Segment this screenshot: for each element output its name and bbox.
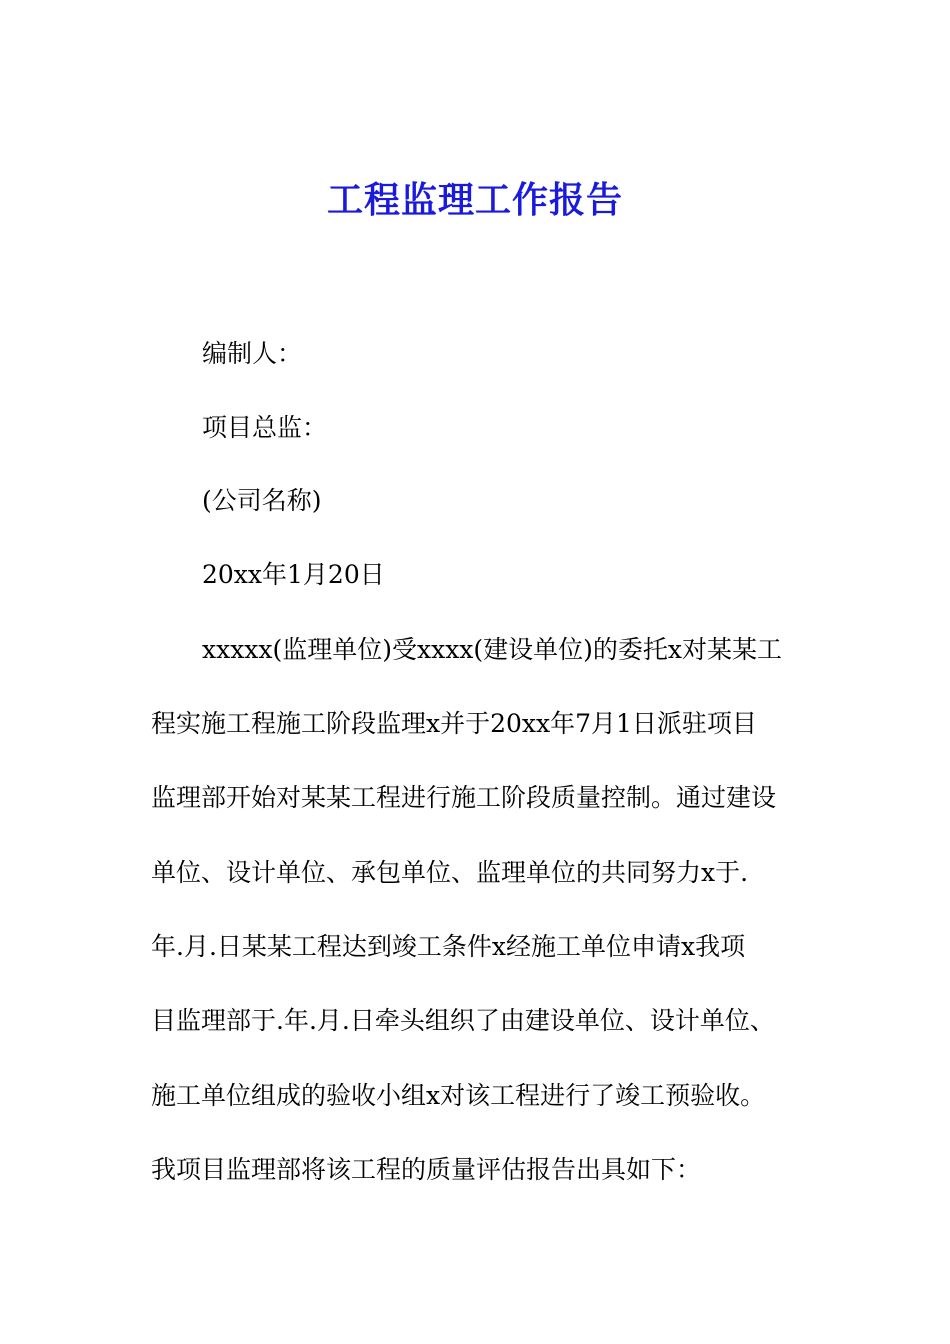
body-line-7: 施工单位组成的验收小组x对该工程进行了竣工预验收。	[151, 1081, 766, 1110]
body-line-8: 我项目监理部将该工程的质量评估报告出具如下：	[151, 1155, 702, 1184]
body-line-5: 年.月.日某某工程达到竣工条件x经施工单位申请x我项	[151, 932, 746, 961]
company-name-line: (公司名称)	[202, 486, 322, 515]
body-line-2: 程实施工程施工阶段监理x并于20xx年7月1日派驻项目	[151, 709, 757, 738]
body-line-3: 监理部开始对某某工程进行施工阶段质量控制。通过建设	[151, 783, 777, 812]
chief-supervisor-line: 项目总监：	[202, 413, 328, 442]
body-line-6: 目监理部于.年.月.日牵头组织了由建设单位、设计单位、	[151, 1006, 775, 1035]
document-title: 工程监理工作报告	[326, 180, 623, 221]
compiler-line: 编制人：	[202, 339, 303, 368]
date-line: 20xx年1月20日	[202, 560, 385, 589]
body-line-4: 单位、设计单位、承包单位、监理单位的共同努力x于.	[151, 858, 749, 887]
body-line-1: xxxxx(监理单位)受xxxx(建设单位)的委托x对某某工	[202, 635, 783, 664]
